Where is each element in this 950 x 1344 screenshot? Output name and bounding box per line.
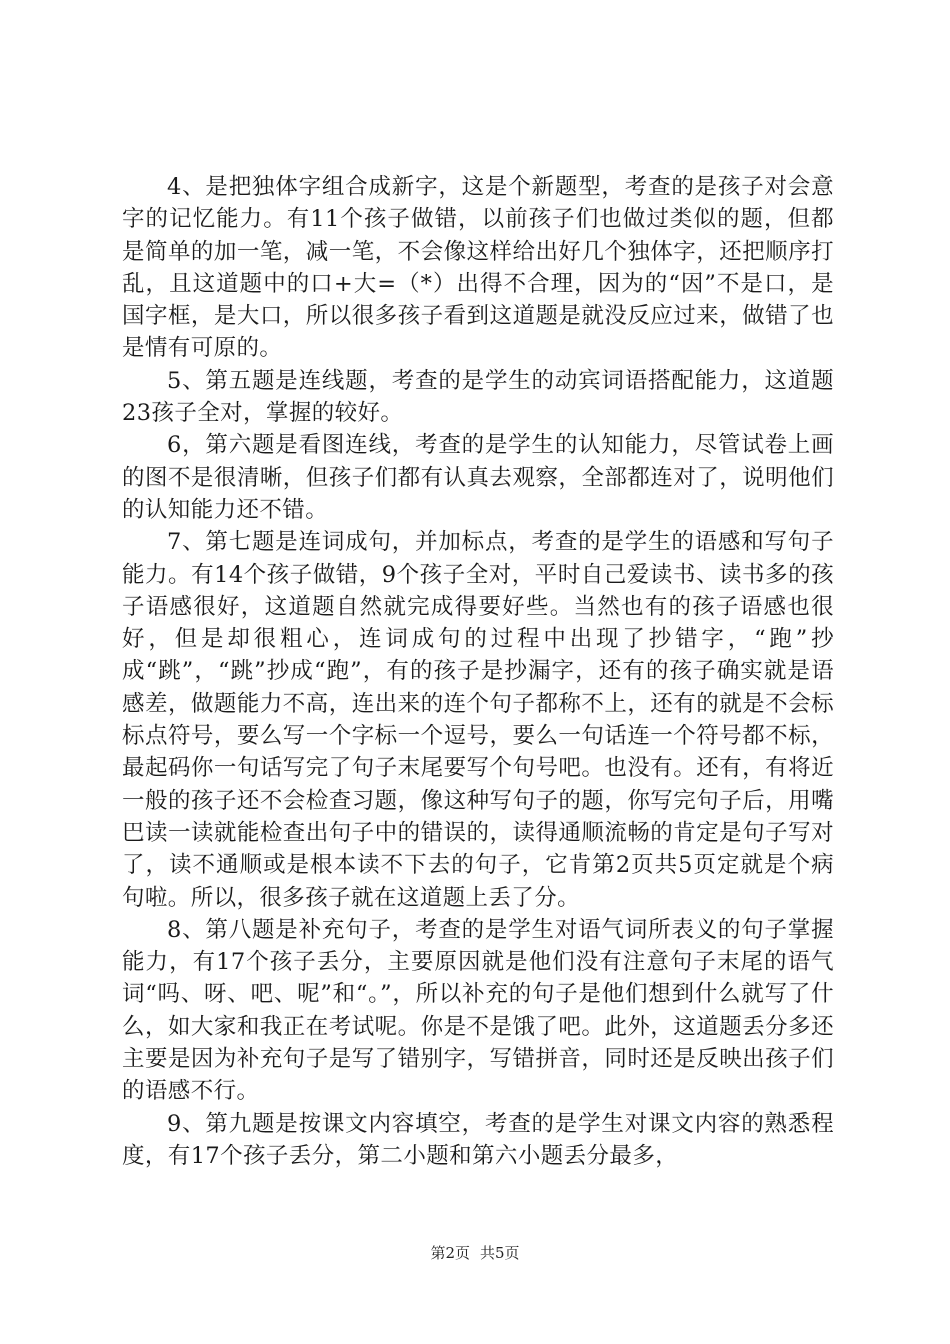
paragraph-7: 7、第七题是连词成句，并加标点，考查的是学生的语感和写句子能力。有14个孩子做错，9个孩子全对，平时自己爱读书、读书多的孩子语感很好，这道题自然就完成得要好些。当然也有的孩子语感也很好，但是却很粗心，连词成句的过程中出现了抄错字，“跑”抄成“跳”，“跳”抄成“跑”，有的孩子是抄漏字，还有的孩子确实就是语感差，做题能力不高，连出来的连个句子都称不上，还有的就是不会标标点符号，要么写一个字标一个逗号，要么一句话连一个符号都不标，最起码你一句话写完了句子末尾要写个句号吧。也没有。还有，有将近一般的孩子还不会检查习题，像这种写句子的题，你写完句子后，用嘴巴读一读就能检查出句子中的错误的，读得通顺流畅的肯定是句子写对了，读不通顺或是根本读不下去的句子，它肯第2页共5页定就是个病句啦。所以，很多孩子就在这道题上丢了分。 — [122, 529, 834, 911]
document-body — [122, 171, 834, 1172]
paragraph-4: 4、是把独体字组合成新字，这是个新题型，考查的是孩子对会意字的记忆能力。有11个孩子做错，以前孩子们也做过类似的题，但都是简单的加一笔，减一笔，不会像这样给出好几个独体字，还把顺序打乱，且这道题中的口+大=（*）出得不合理，因为的“因”不是口，是国字框，是大口，所以很多孩子看到这道题是就没反应过来，做错了也是情有可原的。 — [122, 174, 834, 362]
paragraph-9: 9、第九题是按课文内容填空，考查的是学生对课文内容的熟悉程度，有17个孩子丢分，第二小题和第六小题丢分最多， — [122, 1110, 834, 1169]
paragraph-5: 5、第五题是连线题，考查的是学生的动宾词语搭配能力，这道题23孩子全对，掌握的较好。 — [122, 367, 834, 427]
page-footer — [0, 1243, 950, 1263]
paragraph-6: 6，第六题是看图连线，考查的是学生的认知能力，尽管试卷上画的图不是很清晰，但孩子们都有认真去观察，全部都连对了，说明他们的认知能力还不错。 — [122, 432, 834, 523]
paragraph-8: 8、第八题是补充句子，考查的是学生对语气词所表义的句子掌握能力，有17个孩子丢分，主要原因就是他们没有注意句子末尾的语气词“吗、呀、吧、呢”和“。”，所以补充的句子是他们想到什么就写了什么，如大家和我正在考试呢。你是不是饿了吧。此外，这道题丢分多还主要是因为补充句子是写了错别字，写错拼音，同时还是反映出孩子们的语感不行。 — [122, 916, 834, 1105]
page-number-current: 第2页 — [430, 1244, 470, 1262]
page-number-total: 共5页 — [480, 1244, 520, 1262]
